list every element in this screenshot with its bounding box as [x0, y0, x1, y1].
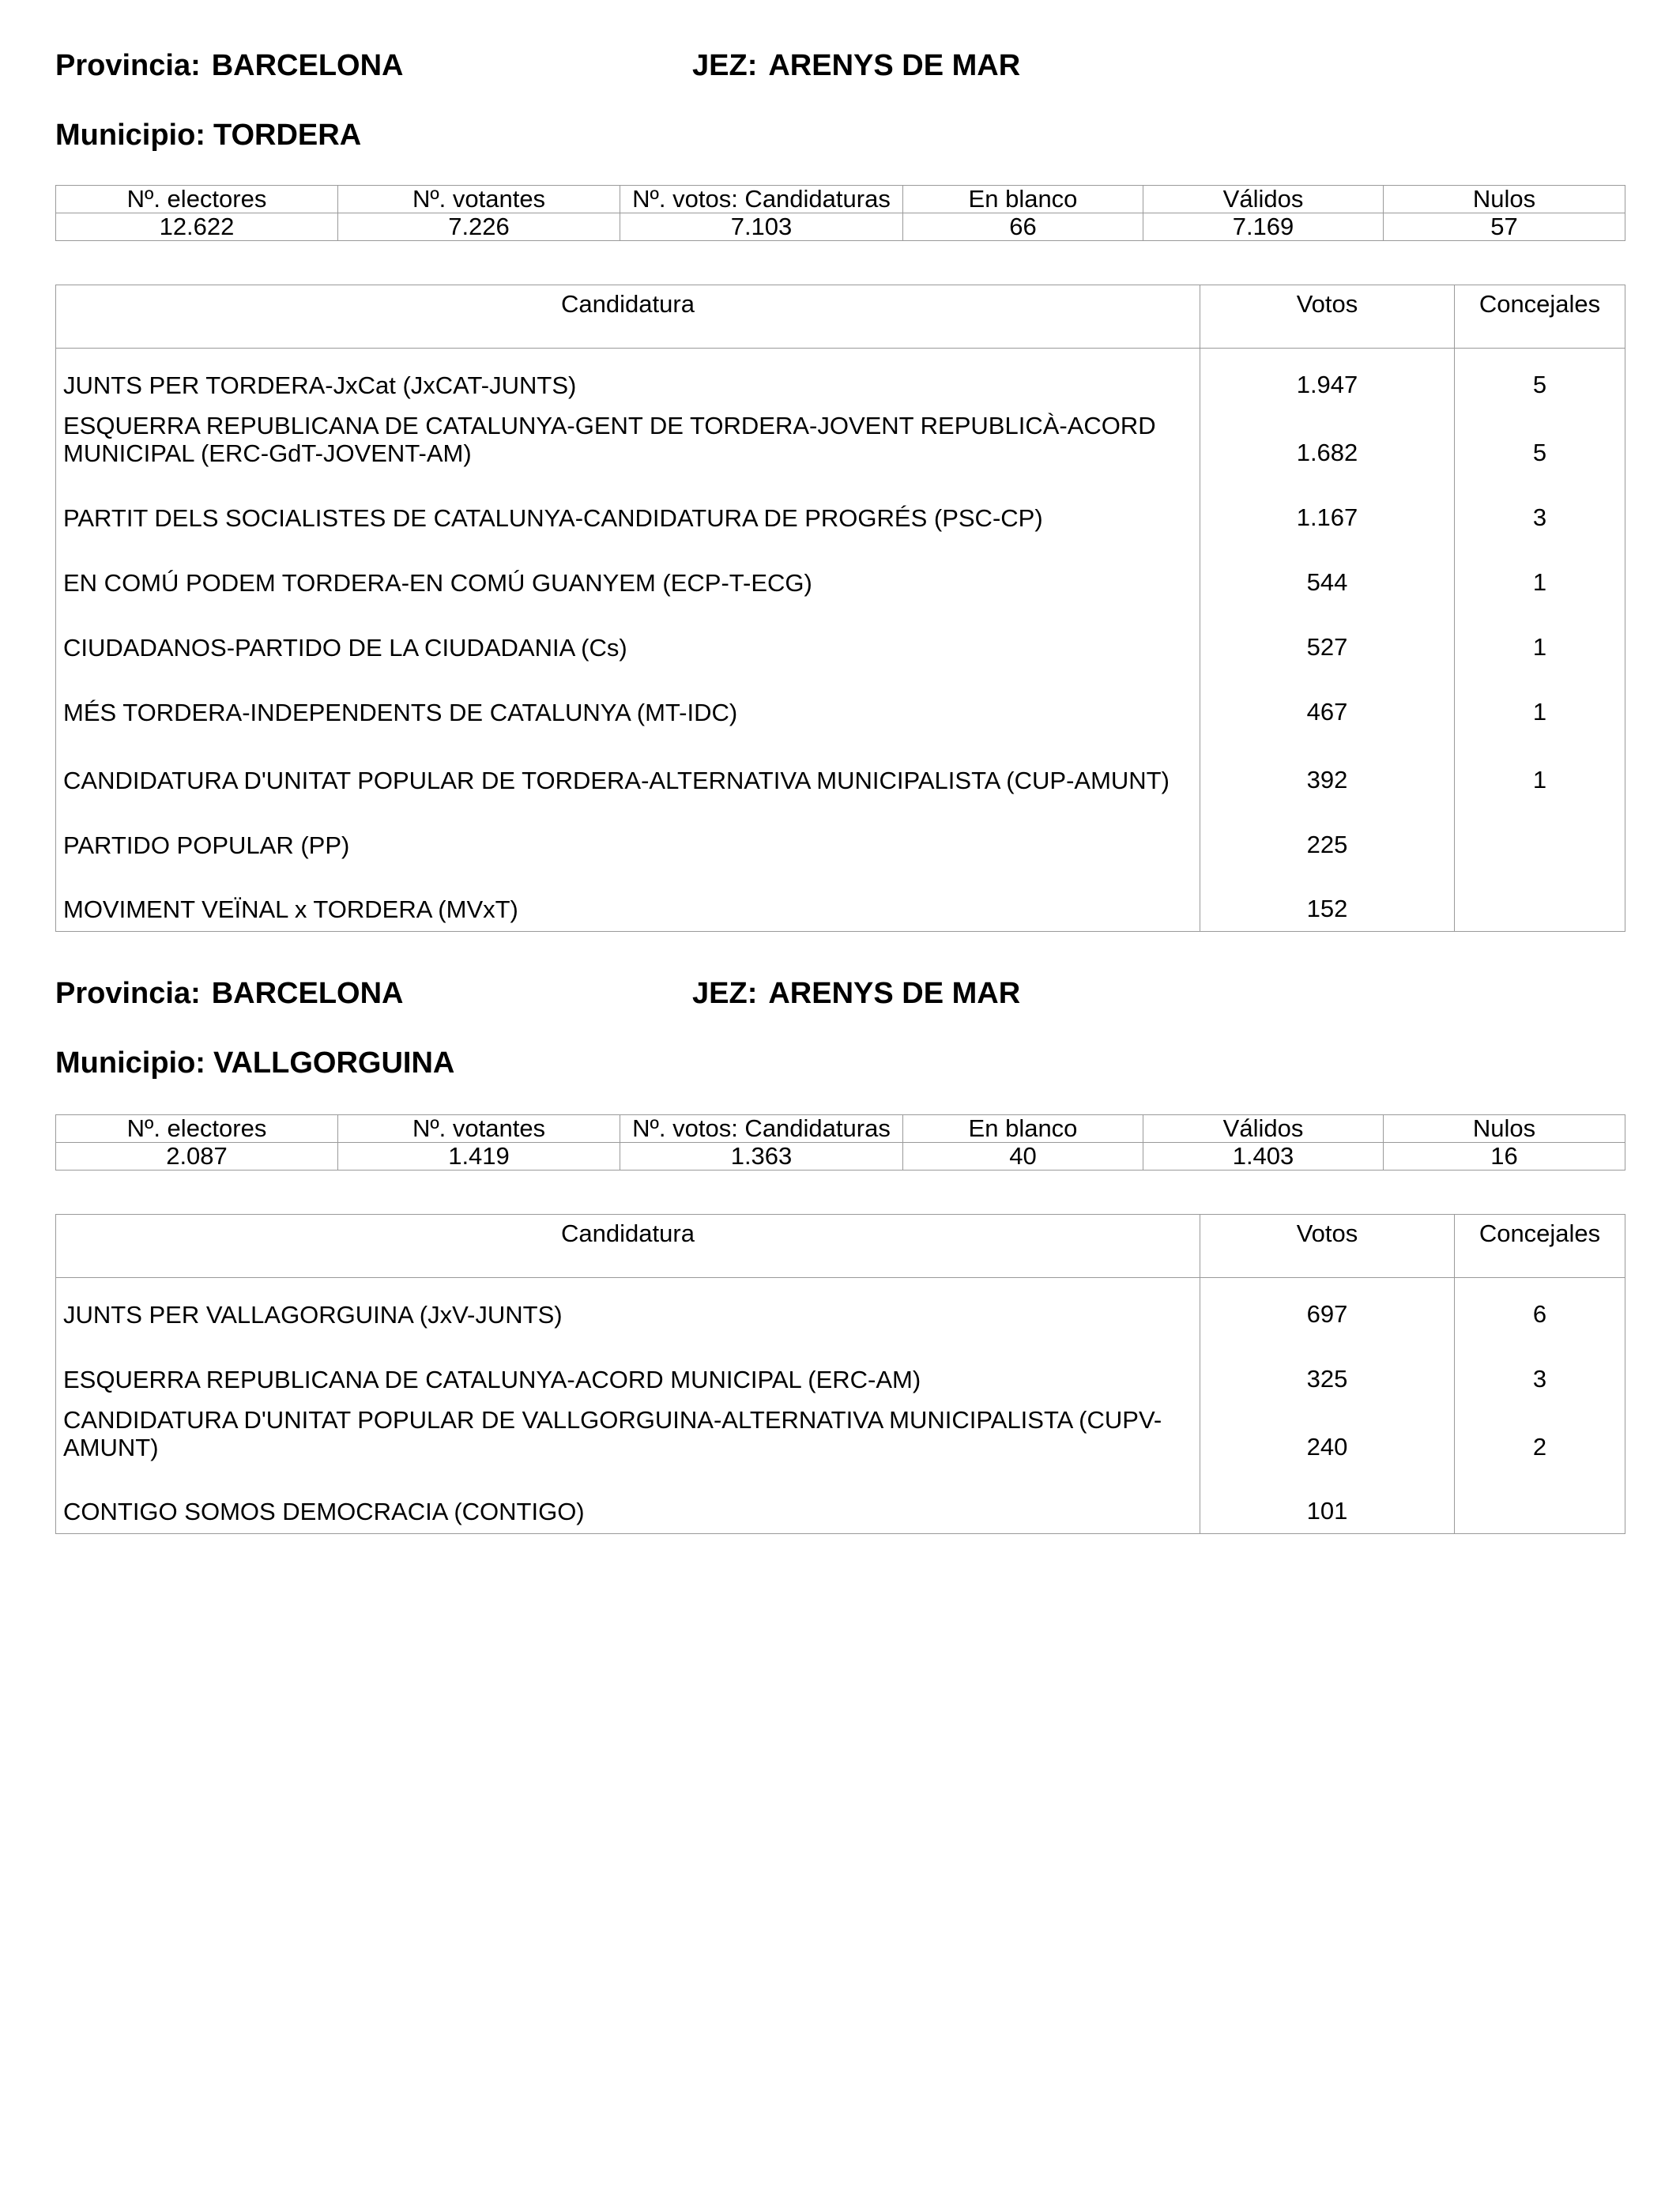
- summary-header: Nulos: [1384, 186, 1625, 213]
- concejales-value: 6: [1455, 1278, 1625, 1336]
- votos-value: 225: [1200, 802, 1455, 867]
- concejales-value: 1: [1455, 540, 1625, 605]
- concejales-value: 1: [1455, 669, 1625, 734]
- municipio-value: TORDERA: [213, 119, 362, 152]
- header-row: [55, 977, 1625, 1024]
- jez: [692, 977, 1020, 1011]
- candidatura-name: CIUDADANOS-PARTIDO DE LA CIUDADANIA (Cs): [63, 633, 627, 662]
- table-row: [56, 349, 1625, 407]
- col-header-concejales: Concejales: [1455, 1215, 1625, 1278]
- concejales-value: 1: [1455, 605, 1625, 669]
- table-row: [56, 605, 1625, 669]
- summary-value: 7.103: [620, 213, 903, 241]
- col-header-candidatura: Candidatura: [56, 285, 1200, 349]
- candidatura-name: CANDIDATURA D'UNITAT POPULAR DE TORDERA-ALTERNATIVA MUNICIPALISTA (CUP-AMUNT): [63, 766, 1170, 794]
- table-row: [56, 802, 1625, 867]
- summary-table: [55, 185, 1625, 241]
- header-row: [55, 49, 1625, 96]
- summary-header-row: [56, 1115, 1625, 1143]
- votos-value: 697: [1200, 1278, 1455, 1336]
- summary-value: 57: [1384, 213, 1625, 241]
- summary-header: Nº. votantes: [338, 1115, 620, 1143]
- summary-header: Válidos: [1143, 186, 1384, 213]
- votos-value: 1.167: [1200, 475, 1455, 540]
- table-row: [56, 1336, 1625, 1401]
- concejales-value: 3: [1455, 1336, 1625, 1401]
- summary-value: 2.087: [56, 1143, 338, 1171]
- provincia-label: Provincia:: [55, 49, 201, 82]
- summary-value: 1.363: [620, 1143, 903, 1171]
- votos-value: 1.947: [1200, 349, 1455, 407]
- concejales-value: [1455, 1469, 1625, 1534]
- provincia: [55, 49, 404, 83]
- summary-table: [55, 1114, 1625, 1171]
- summary-value: 1.403: [1143, 1143, 1384, 1171]
- concejales-value: 2: [1455, 1401, 1625, 1469]
- votos-value: 325: [1200, 1336, 1455, 1401]
- candidatura-name: JUNTS PER TORDERA-JxCat (JxCAT-JUNTS): [63, 371, 577, 399]
- summary-value: 7.226: [338, 213, 620, 241]
- candidatures-table: [55, 1214, 1625, 1534]
- concejales-value: 1: [1455, 734, 1625, 802]
- table-row: [56, 540, 1625, 605]
- candidatures-header-row: [56, 285, 1625, 349]
- provincia-label: Provincia:: [55, 977, 201, 1010]
- votos-value: 101: [1200, 1469, 1455, 1534]
- concejales-value: [1455, 867, 1625, 932]
- summary-value: 12.622: [56, 213, 338, 241]
- summary-header: Nº. electores: [56, 186, 338, 213]
- votos-value: 152: [1200, 867, 1455, 932]
- col-header-votos: Votos: [1200, 285, 1455, 349]
- jez-value: ARENYS DE MAR: [768, 49, 1021, 82]
- summary-header: En blanco: [903, 186, 1143, 213]
- candidatures-table: [55, 285, 1625, 932]
- votos-value: 544: [1200, 540, 1455, 605]
- candidatura-name: CONTIGO SOMOS DEMOCRACIA (CONTIGO): [63, 1498, 585, 1525]
- concejales-value: 3: [1455, 475, 1625, 540]
- municipio-label: Municipio:: [55, 119, 205, 152]
- col-header-votos: Votos: [1200, 1215, 1455, 1278]
- summary-value-row: [56, 213, 1625, 241]
- provincia: [55, 977, 404, 1011]
- summary-header: Nº. votos: Candidaturas: [620, 186, 903, 213]
- jez-label: JEZ:: [692, 977, 758, 1010]
- candidatura-name: MOVIMENT VEÏNAL x TORDERA (MVxT): [63, 895, 518, 923]
- jez: [692, 49, 1020, 83]
- table-row: [56, 1469, 1625, 1534]
- candidatura-name: ESQUERRA REPUBLICANA DE CATALUNYA-ACORD MUNICIPAL (ERC-AM): [63, 1365, 921, 1393]
- summary-value: 7.169: [1143, 213, 1384, 241]
- provincia-value: BARCELONA: [211, 49, 404, 82]
- col-header-concejales: Concejales: [1455, 285, 1625, 349]
- votos-value: 467: [1200, 669, 1455, 734]
- table-row: [56, 1278, 1625, 1336]
- votos-value: 240: [1200, 1401, 1455, 1469]
- municipio: [55, 1046, 1625, 1094]
- candidatura-name: PARTIDO POPULAR (PP): [63, 831, 350, 859]
- candidatura-name: MÉS TORDERA-INDEPENDENTS DE CATALUNYA (MT-IDC): [63, 698, 738, 726]
- jez-label: JEZ:: [692, 49, 758, 82]
- table-row: [56, 734, 1625, 802]
- municipio-label: Municipio:: [55, 1046, 205, 1080]
- summary-value: 40: [903, 1143, 1143, 1171]
- table-row: [56, 475, 1625, 540]
- table-row: [56, 867, 1625, 932]
- candidatura-name: CANDIDATURA D'UNITAT POPULAR DE VALLGORGUINA-ALTERNATIVA MUNICIPALISTA (CUPV-AMUNT): [63, 1405, 1162, 1461]
- votos-value: 527: [1200, 605, 1455, 669]
- municipio: [55, 119, 1625, 166]
- summary-header: Nulos: [1384, 1115, 1625, 1143]
- summary-header: Válidos: [1143, 1115, 1384, 1143]
- summary-header: Nº. electores: [56, 1115, 338, 1143]
- municipio-value: VALLGORGUINA: [213, 1046, 455, 1080]
- table-row: [56, 669, 1625, 734]
- summary-header: En blanco: [903, 1115, 1143, 1143]
- concejales-value: 5: [1455, 349, 1625, 407]
- candidatura-name: JUNTS PER VALLAGORGUINA (JxV-JUNTS): [63, 1300, 563, 1329]
- section-tordera: [55, 49, 1625, 923]
- candidatura-name: PARTIT DELS SOCIALISTES DE CATALUNYA-CANDIDATURA DE PROGRÉS (PSC-CP): [63, 503, 1043, 532]
- summary-header-row: [56, 186, 1625, 213]
- summary-header: Nº. votantes: [338, 186, 620, 213]
- summary-value: 16: [1384, 1143, 1625, 1171]
- candidatura-name: ESQUERRA REPUBLICANA DE CATALUNYA-GENT DE TORDERA-JOVENT REPUBLICÀ-ACORD MUNICIPAL (ERC-GdT-JOVENT-AM): [63, 411, 1156, 467]
- table-row: [56, 1401, 1625, 1469]
- votos-value: 1.682: [1200, 407, 1455, 475]
- provincia-value: BARCELONA: [211, 977, 404, 1010]
- candidatura-name: EN COMÚ PODEM TORDERA-EN COMÚ GUANYEM (ECP-T-ECG): [63, 568, 812, 597]
- section-vallgorguina: [55, 977, 1625, 1525]
- concejales-value: 5: [1455, 407, 1625, 475]
- col-header-candidatura: Candidatura: [56, 1215, 1200, 1278]
- jez-value: ARENYS DE MAR: [768, 977, 1021, 1010]
- summary-value: 1.419: [338, 1143, 620, 1171]
- votos-value: 392: [1200, 734, 1455, 802]
- summary-value: 66: [903, 213, 1143, 241]
- summary-value-row: [56, 1143, 1625, 1171]
- concejales-value: [1455, 802, 1625, 867]
- table-row: [56, 407, 1625, 475]
- summary-header: Nº. votos: Candidaturas: [620, 1115, 903, 1143]
- candidatures-header-row: [56, 1215, 1625, 1278]
